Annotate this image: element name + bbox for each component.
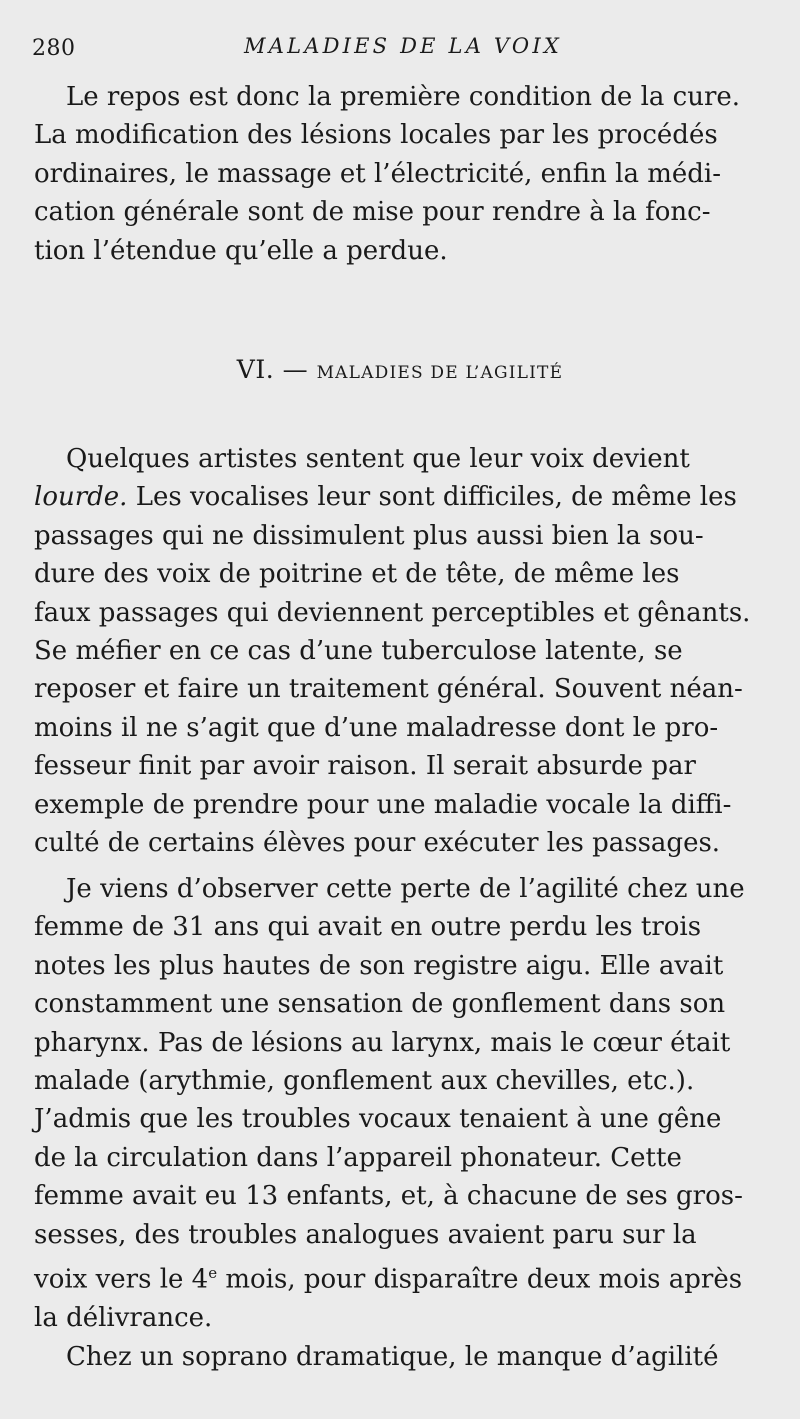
section-title: MALADIES DE L’AGILITÉ — [316, 363, 564, 383]
paragraph-1-continued — [34, 116, 764, 270]
text-line: femme avait eu 13 enfants, et, à chacune de ses gros- — [34, 1181, 743, 1212]
text-line: exemple de prendre pour une maladie vocale la diffi- — [34, 789, 732, 820]
section-heading — [0, 355, 800, 384]
text-line: lourde. Les vocalises leur sont difficiles, de même les — [34, 482, 737, 513]
text-line: Le repos est donc la première condition de la cure. — [66, 82, 741, 112]
text-line: Se méfier en ce cas d’une tuberculose latente, se — [34, 636, 683, 667]
text-line: voix vers le 4e mois, pour disparaître deux mois après — [34, 1264, 743, 1295]
text-line: cation générale sont de mise pour rendre à la fonc- — [34, 197, 711, 228]
text-line: La modification des lésions locales par les procédés — [34, 120, 718, 151]
italic-word: lourde. — [34, 482, 128, 513]
text-line: femme de 31 ans qui avait en outre perdu les trois — [34, 912, 702, 943]
paragraph-1 — [34, 78, 796, 116]
text-line: Je viens d’observer cette perte de l’agilité chez une — [66, 874, 745, 904]
text-line: sesses, des troubles analogues avaient paru sur la — [34, 1219, 697, 1250]
text-line: J’admis que les troubles vocaux tenaient à une gêne — [34, 1104, 722, 1135]
text-line: moins il ne s’agit que d’une maladresse dont le pro- — [34, 712, 719, 743]
text-line: Chez un soprano dramatique, le manque d’agilité — [66, 1342, 719, 1372]
text-line: dure des voix de poitrine et de tête, de même les — [34, 559, 680, 590]
running-title: MALADIES DE LA VOIX — [244, 34, 562, 58]
text-line: Quelques artistes sentent que leur voix devient — [66, 444, 690, 474]
page-number: 280 — [32, 36, 76, 61]
superscript: e — [208, 1264, 218, 1283]
section-numeral: VI. — — [236, 355, 309, 384]
text-line: reposer et faire un traitement général. Souvent néan- — [34, 674, 743, 705]
text-line: constamment une sensation de gonflement dans son — [34, 989, 726, 1020]
text-line: fesseur finit par avoir raison. Il serait absurde par — [34, 751, 696, 782]
text-line: pharynx. Pas de lésions au larynx, mais le cœur était — [34, 1027, 731, 1058]
paragraph-3 — [34, 870, 764, 1338]
text-line: ordinaires, le massage et l’électricité, enfin la médi- — [34, 158, 722, 189]
text-line: tion l’étendue qu’elle a perdue. — [34, 235, 448, 266]
running-head — [32, 34, 760, 64]
text-line: faux passages qui deviennent perceptibles et gênants. — [34, 597, 751, 628]
text-line: culté de certains élèves pour exécuter les passages. — [34, 828, 721, 859]
paragraph-2 — [34, 440, 764, 862]
text-line: passages qui ne dissimulent plus aussi bien la sou- — [34, 520, 704, 551]
text-line: notes les plus hautes de son registre aigu. Elle avait — [34, 950, 724, 981]
text-line: de la circulation dans l’appareil phonateur. Cette — [34, 1142, 682, 1173]
text-line: malade (arythmie, gonflement aux chevilles, etc.). — [34, 1066, 695, 1097]
paragraph-4 — [34, 1338, 764, 1376]
text-line: la délivrance. — [34, 1303, 213, 1334]
